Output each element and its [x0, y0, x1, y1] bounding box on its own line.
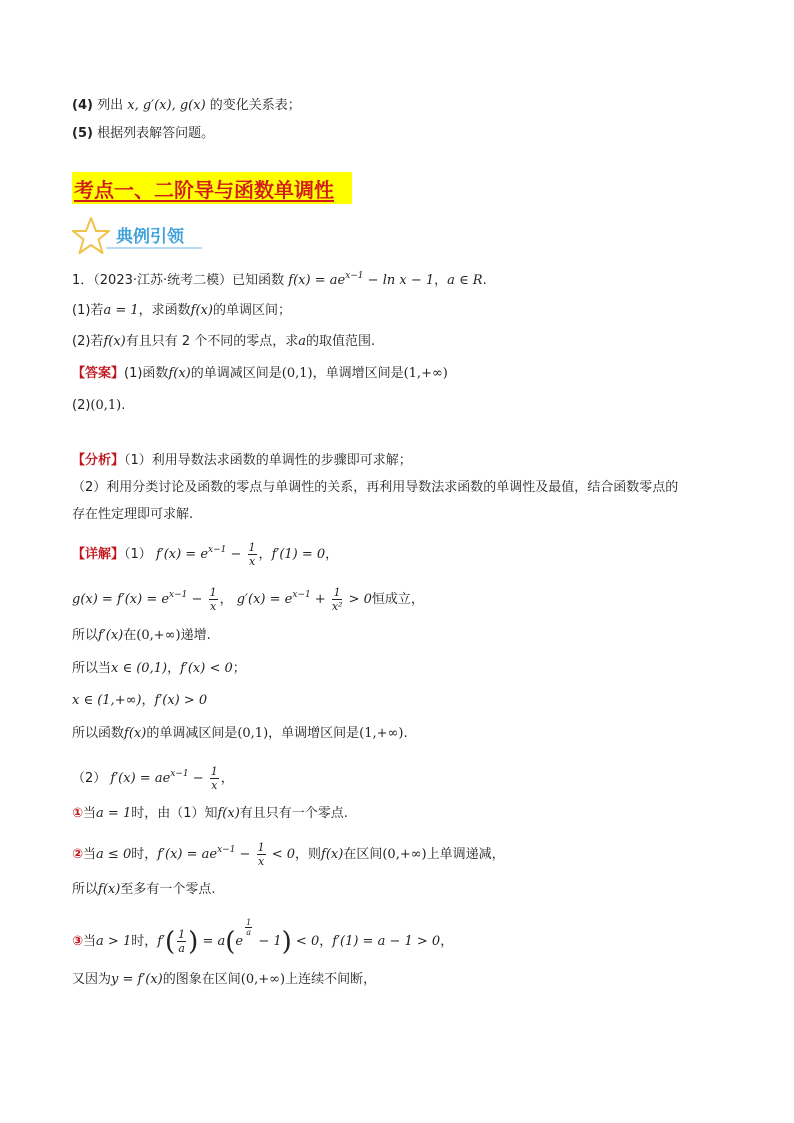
math-expr: (0,1) [237, 726, 269, 741]
example-label-text: 典例引领 [116, 227, 184, 247]
detail-text: 当 [83, 847, 97, 862]
math-expr: f′(x) > 0 [154, 693, 208, 708]
analysis-line-1 [72, 451, 412, 471]
detail-last-line [72, 970, 376, 990]
math-expr: − [188, 771, 208, 786]
math-expr: − [187, 592, 207, 607]
fraction [210, 765, 219, 792]
detail-text: 时，由（1）知 [131, 806, 218, 821]
case-marker: ① [72, 806, 84, 821]
math-expr: − ln x − 1 [363, 273, 435, 288]
step-5 [72, 124, 214, 144]
math-expr: (0,+∞) [240, 972, 286, 987]
fraction-numerator: 1 [248, 541, 256, 554]
detail-line-5 [72, 691, 207, 711]
detail-text: 有且只有一个零点. [239, 806, 348, 821]
fraction [177, 928, 186, 955]
math-expr: f(x) [190, 303, 213, 318]
star-icon [72, 216, 110, 256]
math-expr: (0,1) [90, 398, 122, 413]
fraction-numerator: 1 [209, 586, 217, 599]
math-expr: g′(x) = e [236, 592, 293, 607]
detail-text: 上单调递减， [426, 847, 505, 862]
detail-line-1 [72, 540, 338, 568]
answer-line-2 [72, 396, 125, 416]
question-2 [72, 332, 375, 352]
fraction-denominator: x [211, 779, 218, 792]
fraction [248, 541, 257, 568]
analysis-label: 【分析】 [72, 453, 125, 468]
detail-text: 所以函数 [72, 726, 125, 741]
case-1-line [72, 804, 348, 824]
fraction [332, 586, 343, 613]
math-expr: f(x) = ae [288, 273, 346, 288]
math-expr: f′ [157, 934, 165, 949]
math-expr: e [235, 934, 244, 949]
step-number: (4) [72, 98, 93, 113]
math-expr: f′(x) = ae [157, 847, 218, 862]
fraction-denominator: a [246, 928, 252, 937]
detail-text: 的图象在区间 [162, 972, 241, 987]
question-text: 有且只有 2 个不同的零点，求 [125, 334, 299, 349]
detail-text: 所以 [72, 628, 99, 643]
detail-label: 【详解】 [72, 547, 125, 562]
fraction-denominator: a [178, 942, 185, 955]
step-text: 的变化关系表； [209, 98, 301, 113]
step-4 [72, 96, 301, 116]
math-expr: f′(x) = e [155, 547, 209, 562]
detail-text: 在 [123, 628, 137, 643]
math-expr: f′(x) [98, 628, 124, 643]
math-expr: + [310, 592, 330, 607]
question-text: 若 [90, 334, 104, 349]
math-expr: − 1 [254, 934, 282, 949]
analysis-text: 存在性定理即可求解. [72, 507, 194, 522]
detail-text: ， [325, 547, 339, 562]
answer-label: 【答案】 [72, 366, 125, 381]
question-1 [72, 301, 291, 321]
detail-text: ， [319, 934, 333, 949]
math-expr: f′(1) = a − 1 > 0 [332, 934, 441, 949]
detail-text: ， [440, 934, 454, 949]
math-expr: < 0 [267, 847, 296, 862]
math-expr: x, g′(x), g(x) [127, 98, 206, 113]
fraction-numerator: 1 [333, 586, 341, 599]
math-expr: − [235, 847, 255, 862]
problem-statement: 1．（2023·江苏·统考二模）已知函数 $f(x) = ae^{x-1} - \ln x - 1$，a ∈ R. [72, 271, 487, 288]
answer-text: (2) [72, 398, 91, 413]
detail-text: 时， [131, 847, 158, 862]
detail-text: 递增. [180, 628, 211, 643]
math-expr: (0,+∞) [136, 628, 181, 643]
fraction-numerator: 1 [178, 928, 186, 941]
question-text: ，求函数 [138, 303, 191, 318]
step-text: 根据列表解答问题。 [97, 126, 215, 141]
question-number: (1) [72, 303, 91, 318]
detail-text: 当 [83, 806, 97, 821]
math-expr: − [226, 547, 246, 562]
math-expr: a = 1 [103, 303, 139, 318]
math-exponent: x−1 [169, 590, 188, 600]
question-text: 的单调区间； [212, 303, 291, 318]
answer-text: (1)函数 [124, 366, 169, 381]
fraction-denominator: x [209, 600, 217, 613]
fraction-numerator: 1 [257, 841, 265, 854]
detail-text: ， [141, 693, 155, 708]
question-text: 的取值范围. [306, 334, 376, 349]
analysis-text: （1）利用导数法求函数的单调性的步骤即可求解； [124, 453, 412, 468]
detail-line-6 [72, 724, 408, 744]
detail-line-2 [72, 585, 424, 613]
detail-line-7 [72, 764, 234, 792]
section-heading [72, 172, 352, 204]
case-2-line-b [72, 880, 215, 900]
step-text: 列出 [97, 98, 124, 113]
answer-text: 的单调减区间是 [190, 366, 282, 381]
math-expr: f(x) [168, 366, 191, 381]
example-underline [106, 247, 202, 249]
math-expr: a > 1 [96, 934, 132, 949]
detail-text: ，单调增区间是 [268, 726, 360, 741]
detail-text: 至多有一个零点. [120, 882, 216, 897]
paren-open: ( [225, 927, 236, 957]
math-expr: x ∈ (1,+∞) [72, 693, 142, 708]
detail-text: ， [219, 592, 233, 607]
fraction-denominator: x [248, 555, 256, 568]
math-expr: (1,+∞) [403, 366, 448, 381]
detail-text: 当 [83, 934, 97, 949]
math-expr: f(x) [124, 726, 147, 741]
math-expr: f(x) [98, 882, 121, 897]
exponent-fraction [245, 918, 252, 937]
math-expr: y = f′(x) [111, 972, 163, 987]
math-expr: f′(x) < 0 [180, 661, 233, 676]
question-number: (2) [72, 334, 91, 349]
case-marker: ③ [72, 934, 84, 949]
math-exponent: x−1 [170, 769, 189, 779]
detail-text: 所以当 [72, 661, 112, 676]
math-expr: (0,+∞) [382, 847, 427, 862]
question-text: 若 [90, 303, 104, 318]
detail-text: ， [258, 547, 272, 562]
section-heading-text: 考点一、二阶导与函数单调性 [74, 177, 334, 202]
math-expr: = a [198, 934, 226, 949]
detail-text: ，则 [295, 847, 322, 862]
fraction-denominator: x [257, 855, 265, 868]
paren-close: ) [188, 927, 199, 957]
math-exponent: x−1 [208, 545, 227, 555]
answer-text: . [121, 398, 126, 413]
analysis-line-2 [72, 478, 678, 498]
math-expr: g(x) = f′(x) = e [72, 592, 170, 607]
detail-text: ， [167, 661, 181, 676]
detail-text: ， [220, 771, 234, 786]
detail-line-4 [72, 659, 246, 679]
math-expr: a ≤ 0 [96, 847, 132, 862]
detail-text: ； [232, 661, 246, 676]
fraction-numerator: 1 [246, 918, 252, 927]
math-expr: > 0 [344, 592, 372, 607]
detail-text: 又因为 [72, 972, 112, 987]
math-expr: f(x) [103, 334, 126, 349]
analysis-line-3 [72, 505, 193, 525]
math-expr: f′(1) = 0 [271, 547, 326, 562]
math-exponent: x−1 [217, 845, 236, 855]
math-expr: f(x) [321, 847, 344, 862]
fraction-denominator: x² [331, 600, 343, 613]
case-2-line [72, 840, 505, 868]
problem-text: 已知函数 [232, 273, 285, 288]
case-marker: ② [72, 847, 84, 862]
detail-text: 恒成立， [371, 592, 424, 607]
math-exponent: x−1 [345, 271, 364, 281]
problem-source: （2023·江苏·统考二模） [93, 273, 233, 288]
detail-text: 的单调减区间是 [146, 726, 238, 741]
detail-text: 上连续不间断， [285, 972, 377, 987]
detail-text: 在区间 [343, 847, 383, 862]
math-expr: f′(x) = ae [110, 771, 171, 786]
analysis-text: （2）利用分类讨论及函数的零点与单调性的关系，再利用导数法求函数的单调性及最值，结合函数零点的 [72, 480, 679, 495]
problem-number: 1． [72, 273, 94, 288]
detail-text: 所以 [72, 882, 99, 897]
fraction-numerator: 1 [210, 765, 218, 778]
math-expr: a ∈ R [447, 273, 483, 288]
fraction [257, 841, 266, 868]
math-expr: f(x) [217, 806, 240, 821]
math-expr: (1,+∞) [359, 726, 404, 741]
paren-close: ) [281, 927, 292, 957]
math-expr: (0,1) [281, 366, 313, 381]
math-expr: a = 1 [96, 806, 132, 821]
case-3-line [72, 918, 453, 955]
detail-text: （2） [72, 771, 107, 786]
math-expr: < 0 [291, 934, 320, 949]
detail-line-3 [72, 626, 211, 646]
answer-text: ，单调增区间是 [312, 366, 404, 381]
math-exponent: x−1 [292, 590, 311, 600]
paren-open: ( [165, 927, 176, 957]
detail-text: （1） [124, 547, 152, 562]
detail-text: 时， [131, 934, 158, 949]
example-label [72, 214, 202, 258]
step-number: (5) [72, 126, 93, 141]
math-expr: a [298, 334, 307, 349]
detail-text: . [403, 726, 408, 741]
math-expr: x ∈ (0,1) [111, 661, 168, 676]
answer-line-1 [72, 364, 448, 384]
fraction [209, 586, 218, 613]
